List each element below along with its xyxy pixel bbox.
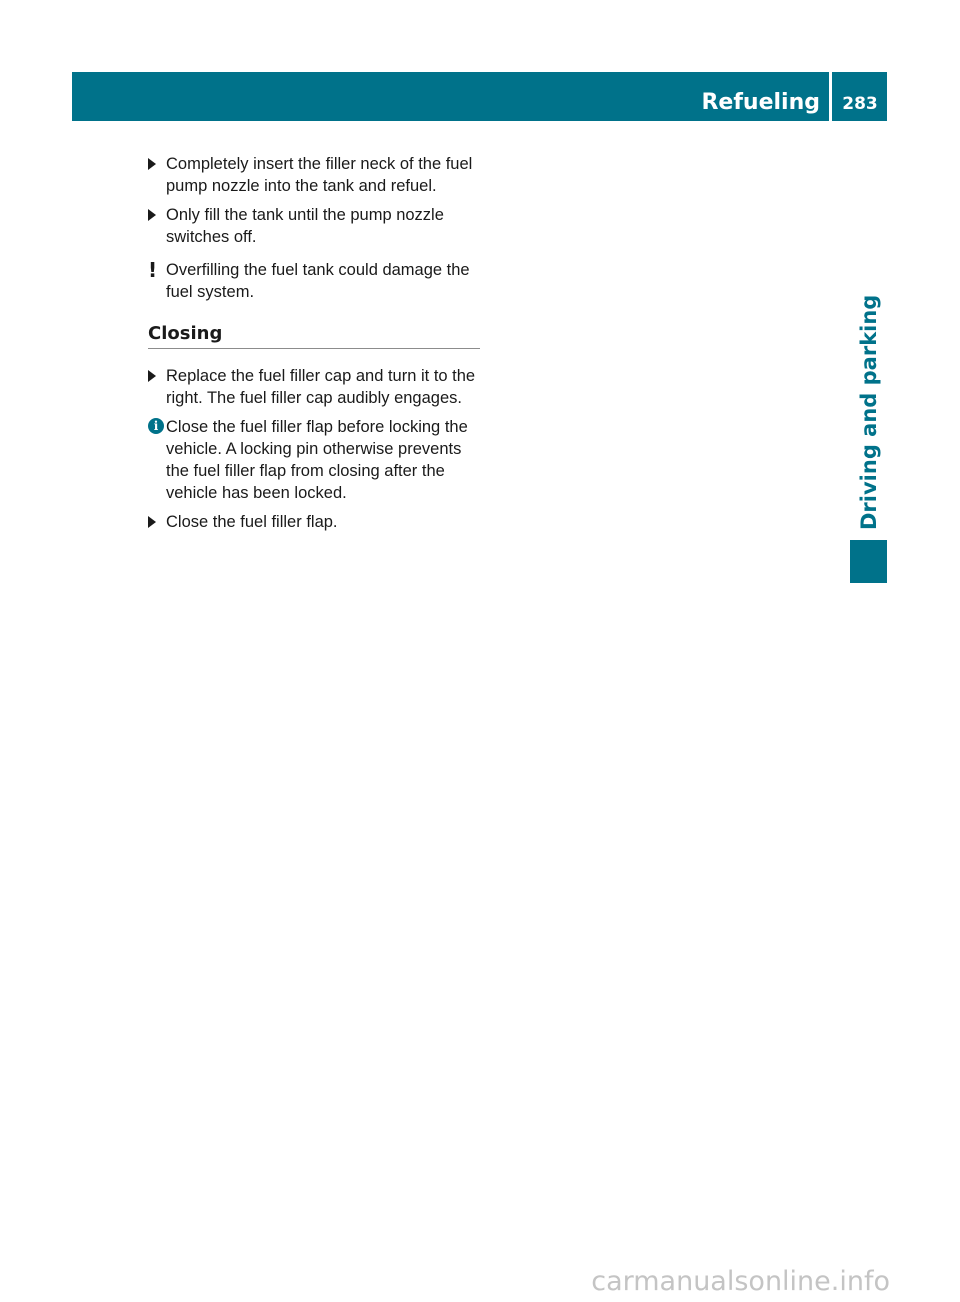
step-arrow-icon bbox=[148, 370, 156, 382]
step-arrow-icon bbox=[148, 158, 156, 170]
step-arrow-icon bbox=[148, 209, 156, 221]
info-text: Close the fuel filler flap before locking the vehicle. A locking pin otherwise prevents the fuel filler flap from closing after the vehicle has been locked. bbox=[166, 418, 468, 502]
side-tab-marker bbox=[850, 540, 887, 583]
step-arrow-icon bbox=[148, 516, 156, 528]
watermark: carmanualsonline.info bbox=[591, 1266, 890, 1297]
step-text: Completely insert the filler neck of the fuel pump nozzle into the tank and refuel. bbox=[166, 155, 473, 195]
side-tab: Driving and parking bbox=[857, 294, 881, 530]
header-title: Refueling bbox=[701, 90, 820, 115]
step-text: Close the fuel filler flap. bbox=[166, 513, 338, 531]
section-heading: Closing bbox=[148, 323, 480, 349]
warning-text: Overfilling the fuel tank could damage the fuel system. bbox=[166, 261, 470, 301]
page-number: 283 bbox=[842, 94, 878, 114]
page-content bbox=[148, 153, 480, 540]
warning-note bbox=[148, 259, 480, 303]
step-text: Replace the fuel filler cap and turn it to the right. The fuel filler cap audibly engages. bbox=[166, 367, 476, 407]
warning-icon: ! bbox=[148, 258, 158, 282]
instruction-step bbox=[148, 511, 480, 533]
info-note bbox=[148, 416, 480, 504]
instruction-step bbox=[148, 153, 480, 197]
step-text: Only fill the tank until the pump nozzle switches off. bbox=[166, 206, 444, 246]
instruction-step bbox=[148, 365, 480, 409]
page-header bbox=[72, 72, 887, 121]
info-icon: i bbox=[148, 418, 164, 434]
header-divider bbox=[829, 72, 832, 121]
instruction-step bbox=[148, 204, 480, 248]
